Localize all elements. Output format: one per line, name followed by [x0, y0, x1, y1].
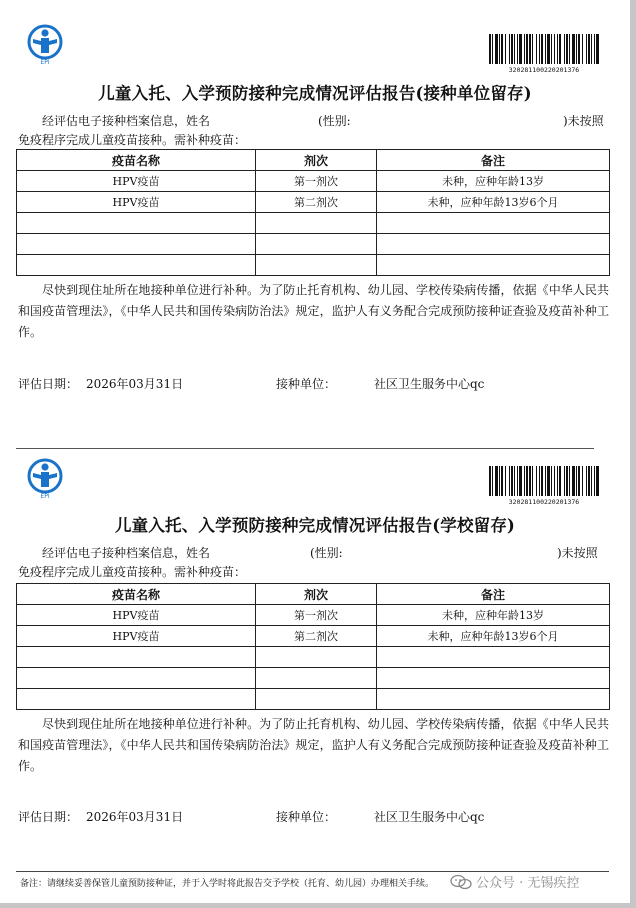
section-divider	[16, 448, 594, 449]
unit-value: 社区卫生服务中心qc	[374, 377, 485, 391]
cell-vaccine: HPV疫苗	[17, 171, 256, 192]
header-dose: 剂次	[256, 584, 377, 605]
intro-suffix: )未按照	[557, 546, 598, 560]
cell-remark: 未种，应种年龄13岁6个月	[377, 626, 610, 647]
table-row	[17, 605, 610, 626]
svg-text:EPI: EPI	[40, 59, 50, 66]
table-row	[17, 626, 610, 647]
table-row	[17, 647, 610, 668]
table-row	[17, 171, 610, 192]
cell-dose	[256, 234, 377, 255]
cell-dose	[256, 213, 377, 234]
cell-dose: 第一剂次	[256, 171, 377, 192]
instruction-paragraph: 尽快到现住址所在地接种单位进行补种。为了防止托育机构、幼儿园、学校传染病传播，依据《中华人民共和国疫苗管理法》，《中华人民共和国传染病防治法》规定，监护人有义务配合完成预防接种证查验及疫苗补种工作。	[18, 283, 609, 339]
cell-dose	[256, 668, 377, 689]
gender-label: (性别:	[310, 546, 343, 560]
cell-dose: 第一剂次	[256, 605, 377, 626]
cell-remark	[377, 234, 610, 255]
instruction-paragraph: 尽快到现住址所在地接种单位进行补种。为了防止托育机构、幼儿园、学校传染病传播，依据《中华人民共和国疫苗管理法》，《中华人民共和国传染病防治法》规定，监护人有义务配合完成预防接种证查验及疫苗补种工作。	[18, 717, 609, 773]
cell-vaccine: HPV疫苗	[17, 605, 256, 626]
watermark-text: 公众号 · 无锡疾控	[476, 876, 580, 891]
table-row	[17, 234, 610, 255]
date-label: 评估日期：	[18, 377, 79, 391]
cell-vaccine	[17, 647, 256, 668]
intro-line2: 免疫程序完成儿童疫苗接种。需补种疫苗：	[18, 133, 247, 147]
barcode	[489, 466, 599, 506]
report-title-school: 儿童入托、入学预防接种完成情况评估报告(学校留存)	[114, 516, 516, 535]
epi-logo-icon	[24, 24, 66, 66]
cell-remark: 未种，应种年龄13岁6个月	[377, 192, 610, 213]
svg-text:EPI: EPI	[40, 493, 50, 500]
cell-remark: 未种，应种年龄13岁	[377, 605, 610, 626]
report-title-unit: 儿童入托、入学预防接种完成情况评估报告(接种单位留存)	[98, 84, 532, 103]
cell-dose	[256, 255, 377, 276]
intro-line2: 免疫程序完成儿童疫苗接种。需补种疫苗：	[18, 565, 247, 579]
gender-label: (性别:	[318, 114, 351, 128]
intro-prefix: 经评估电子接种档案信息，姓名	[42, 546, 211, 560]
header-vaccine-name: 疫苗名称	[17, 584, 256, 605]
wechat-icon	[450, 874, 472, 890]
vaccine-table	[16, 583, 610, 710]
barcode-number: 320281100220201376	[508, 498, 580, 506]
epi-logo-icon	[24, 458, 66, 500]
cell-dose: 第二剂次	[256, 192, 377, 213]
date-label: 评估日期：	[18, 810, 79, 824]
cell-dose	[256, 689, 377, 710]
header-vaccine-name: 疫苗名称	[17, 150, 256, 171]
vaccine-table	[16, 149, 610, 276]
cell-remark	[377, 213, 610, 234]
cell-remark	[377, 689, 610, 710]
viewer-background-bottom	[0, 903, 636, 908]
barcode-bars	[489, 466, 599, 496]
barcode-bars	[489, 34, 599, 64]
cell-vaccine	[17, 668, 256, 689]
cell-remark	[377, 647, 610, 668]
barcode	[489, 34, 599, 74]
table-row	[17, 255, 610, 276]
cell-vaccine: HPV疫苗	[17, 626, 256, 647]
cell-vaccine	[17, 213, 256, 234]
unit-label: 接种单位：	[276, 377, 337, 391]
unit-label: 接种单位：	[276, 810, 337, 824]
cell-remark	[377, 255, 610, 276]
table-row	[17, 213, 610, 234]
cell-remark: 未种，应种年龄13岁	[377, 171, 610, 192]
table-row	[17, 192, 610, 213]
cell-vaccine	[17, 255, 256, 276]
date-value: 2026年03月31日	[86, 810, 184, 824]
header-remark: 备注	[377, 584, 610, 605]
table-row	[17, 668, 610, 689]
cell-dose: 第二剂次	[256, 626, 377, 647]
viewer-background-right	[630, 0, 636, 908]
watermark	[450, 872, 579, 891]
cell-vaccine: HPV疫苗	[17, 192, 256, 213]
date-value: 2026年03月31日	[86, 377, 184, 391]
barcode-number: 320281100220201376	[508, 66, 580, 74]
cell-vaccine	[17, 689, 256, 710]
cell-vaccine	[17, 234, 256, 255]
table-row	[17, 689, 610, 710]
footnote: 备注：请继续妥善保管儿童预防接种证，并于入学时将此报告交予学校（托育、幼儿园）办理相关手续。	[20, 879, 435, 889]
header-dose: 剂次	[256, 150, 377, 171]
header-remark: 备注	[377, 150, 610, 171]
unit-value: 社区卫生服务中心qc	[374, 810, 485, 824]
intro-suffix: )未按照	[563, 114, 604, 128]
intro-prefix: 经评估电子接种档案信息，姓名	[42, 114, 211, 128]
cell-remark	[377, 668, 610, 689]
cell-dose	[256, 647, 377, 668]
